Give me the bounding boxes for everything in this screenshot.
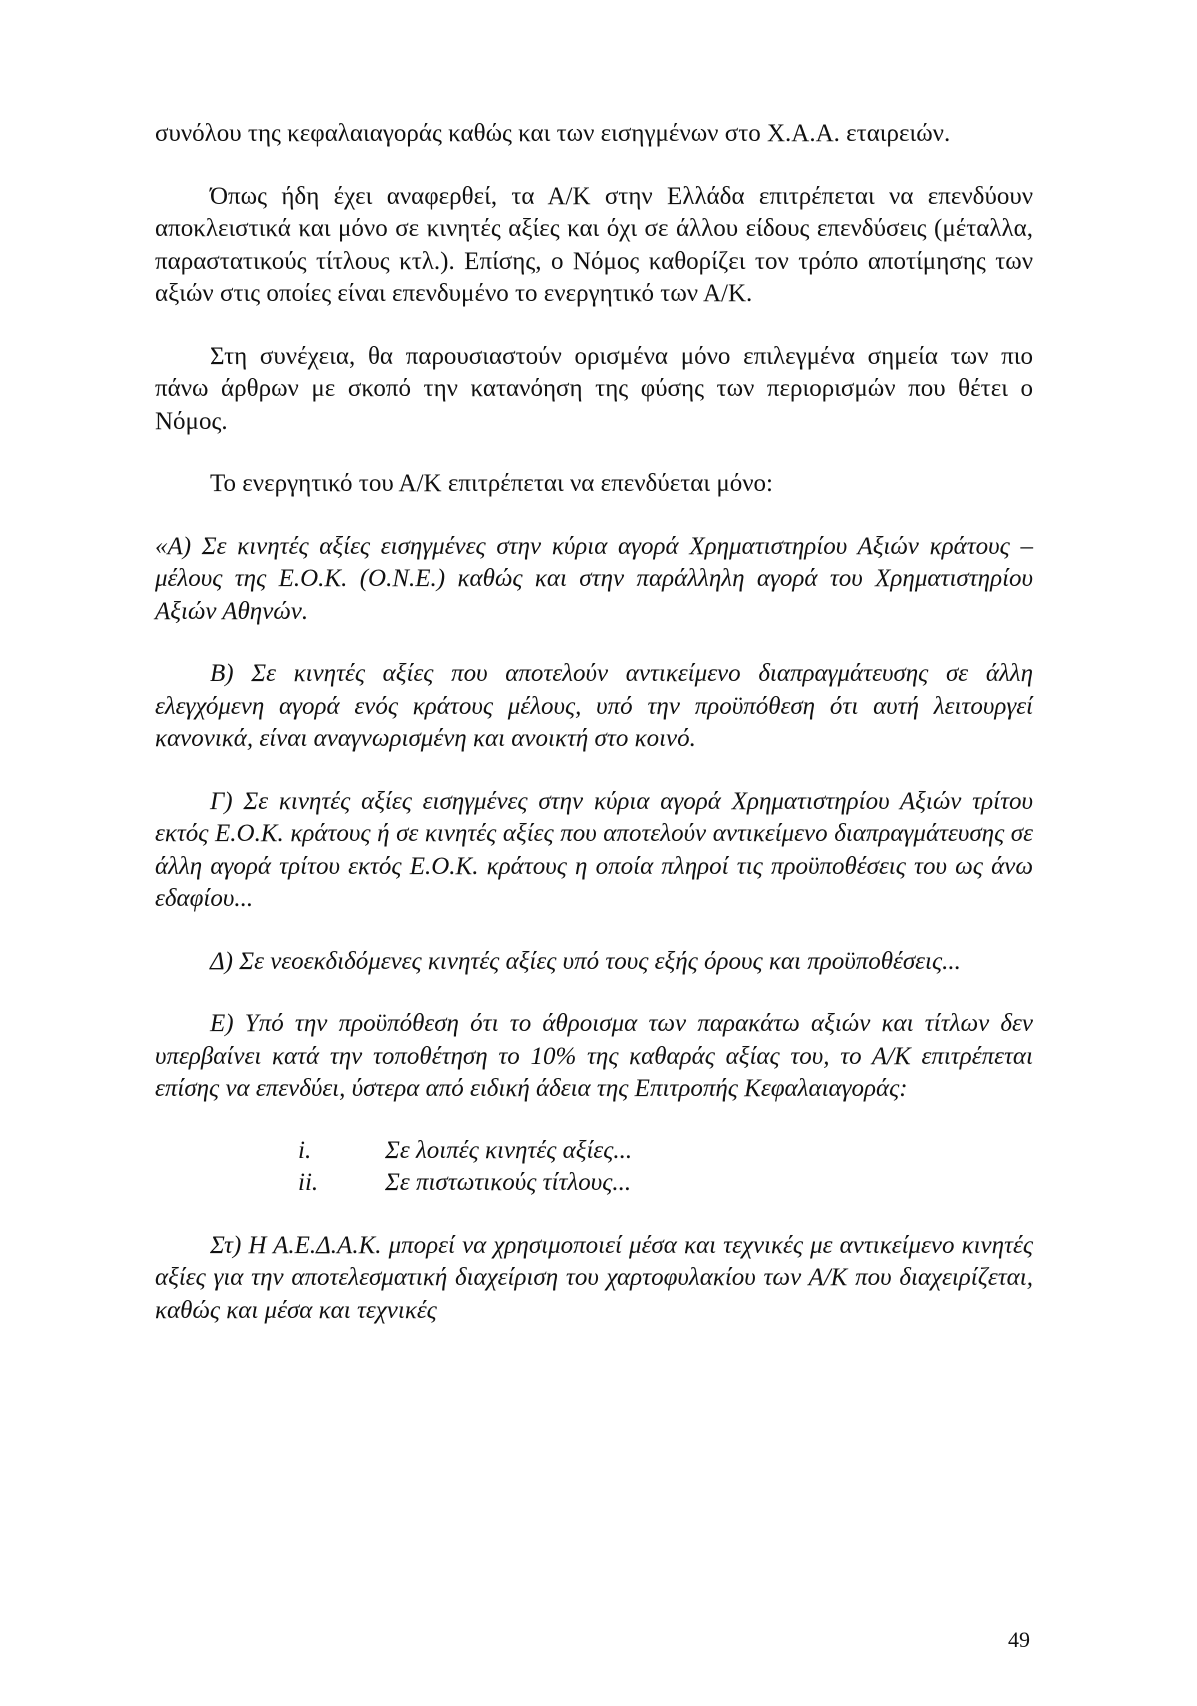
document-body	[155, 118, 1033, 1327]
page-number: 49	[1008, 1627, 1030, 1652]
paragraph-clause-f: Στ) Η Α.Ε.Δ.Α.Κ. μπορεί να χρησιμοποιεί μέσα και τεχνικές με αντικείμενο κινητές αξίες για την αποτελεσματική διαχείριση του χαρτοφυλακίου των Α/Κ που διαχειρίζεται, καθώς και μέσα και τεχνικές	[155, 1231, 1033, 1324]
list-item-text: Σε πιστωτικούς τίτλους...	[385, 1169, 632, 1196]
paragraph-law-points: Στη συνέχεια, θα παρουσιαστούν ορισμένα μόνο επιλεγμένα σημεία των πιο πάνω άρθρων με σκοπό την κατανόηση της φύσης των περιορισμών που θέτει ο Νόμος.	[155, 342, 1033, 435]
paragraph-intro: συνόλου της κεφαλαιαγοράς καθώς και των εισηγμένων στο Χ.Α.Α. εταιρειών.	[155, 120, 951, 147]
paragraph-investment-scope: Όπως ήδη έχει αναφερθεί, τα Α/Κ στην Ελλάδα επιτρέπεται να επενδύουν αποκλειστικά και μόνο σε κινητές αξίες και όχι σε άλλου είδους επενδύσεις (μέταλλα, παραστατικούς τίτλους κτλ.). Επίσης, ο Νόμος καθορίζει τον τρόπο αποτίμησης των αξιών στις οποίες είναι επενδυμένο το ενεργητικό των Α/Κ.	[155, 182, 1033, 307]
paragraph-clause-d: Δ) Σε νεοεκδιδόμενες κινητές αξίες υπό τους εξής όρους και προϋποθέσεις...	[210, 947, 961, 975]
paragraph-clause-c: Γ) Σε κινητές αξίες εισηγμένες στην κύρια αγορά Χρηματιστηρίου Αξιών τρίτου εκτός Ε.Ο.Κ. κράτους ή σε κινητές αξίες που αποτελούν αντικείμενο διαπραγμάτευσης σε άλλη αγορά τρίτου εκτός Ε.Ο.Κ. κράτους η οποία πληροί τις προϋποθέσεις του ως άνω εδαφίου...	[155, 787, 1033, 912]
list-item-number: ii.	[298, 1169, 319, 1196]
paragraph-clause-e: Ε) Υπό την προϋπόθεση ότι το άθροισμα των παρακάτω αξιών και τίτλων δεν υπερβαίνει κατά την τοποθέτηση το 10% της καθαράς αξίας του, το Α/Κ επιτρέπεται επίσης να επενδύει, ύστερα από ειδική άδεια της Επιτροπής Κεφαλαιαγοράς:	[155, 1010, 1033, 1102]
list-item	[155, 1167, 1033, 1200]
list-item-text: Σε λοιπές κινητές αξίες...	[385, 1136, 633, 1164]
list-item	[155, 1135, 1033, 1168]
paragraph-clause-b: Β) Σε κινητές αξίες που αποτελούν αντικείμενο διαπραγμάτευσης σε άλλη ελεγχόμενη αγορά ενός κράτους μέλους, υπό την προϋπόθεση ότι αυτή λειτουργεί κανονικά, είναι αναγνωρισμένη και ανοικτή στο κοινό.	[155, 660, 1033, 752]
sub-list	[155, 1135, 1033, 1200]
paragraph-clause-a: «Α) Σε κινητές αξίες εισηγμένες στην κύρια αγορά Χρηματιστηρίου Αξιών κράτους – μέλους της Ε.Ο.Κ. (Ο.Ν.Ε.) καθώς και στην παράλληλη αγορά του Χρηματιστηρίου Αξιών Αθηνών.	[155, 532, 1033, 625]
paragraph-assets-intro: Το ενεργητικό του Α/Κ επιτρέπεται να επενδύεται μόνο:	[210, 470, 773, 497]
list-item-number: i.	[298, 1136, 312, 1164]
